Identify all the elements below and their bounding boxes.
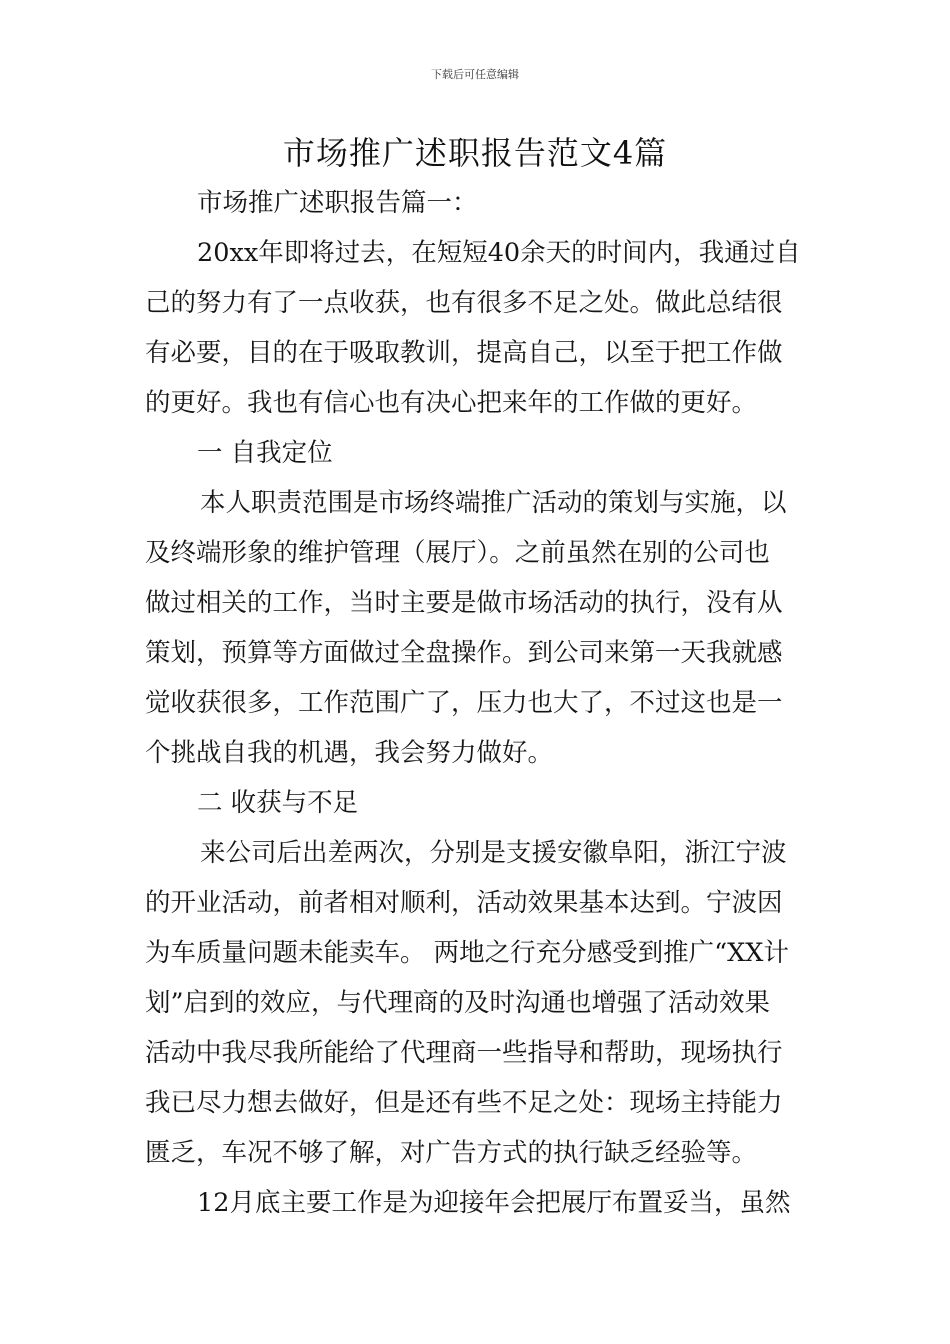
- paragraph-line: 个挑战自我的机遇，我会努力做好。: [145, 738, 554, 768]
- paragraph-line: 的开业活动，前者相对顺利，活动效果基本达到。宁波因: [145, 888, 783, 918]
- document-title: 市场推广述职报告范文4篇: [282, 134, 668, 172]
- paragraph-line: 及终端形象的维护管理（展厅）。之前虽然在别的公司也: [145, 538, 770, 568]
- paragraph-line: 匮乏，车况不够了解，对广告方式的执行缺乏经验等。: [145, 1138, 758, 1168]
- paragraph-line: 来公司后出差两次，分别是支援安徽阜阳，浙江宁波: [200, 838, 787, 868]
- paragraph-line: 做过相关的工作，当时主要是做市场活动的执行，没有从: [145, 588, 783, 618]
- paragraph-line: 12月底主要工作是为迎接年会把展厅布置妥当，虽然: [197, 1188, 791, 1218]
- paragraph-line: 我已尽力想去做好，但是还有些不足之处：现场主持能力: [145, 1088, 783, 1118]
- paragraph-line: 觉收获很多，工作范围广了，压力也大了，不过这也是一: [145, 688, 783, 718]
- header-note: 下载后可任意编辑: [431, 68, 519, 81]
- paragraph-line: 策划，预算等方面做过全盘操作。到公司来第一天我就感: [145, 638, 783, 668]
- paragraph-line: 本人职责范围是市场终端推广活动的策划与实施，以: [200, 488, 787, 518]
- document-body: [145, 178, 810, 1228]
- paragraph-line: 为车质量问题未能卖车。 两地之行充分感受到推广“XX计: [145, 938, 789, 968]
- section-heading: 市场推广述职报告篇一：: [197, 188, 478, 218]
- section-heading: 一 自我定位: [197, 438, 333, 468]
- paragraph-line: 20xx年即将过去，在短短40余天的时间内，我通过自: [197, 238, 801, 268]
- paragraph-line: 己的努力有了一点收获，也有很多不足之处。做此总结很: [145, 288, 783, 318]
- section-heading: 二 收获与不足: [197, 788, 359, 818]
- paragraph-line: 有必要，目的在于吸取教训，提高自己，以至于把工作做: [145, 338, 783, 368]
- paragraph-line: 活动中我尽我所能给了代理商一些指导和帮助，现场执行: [145, 1038, 783, 1068]
- paragraph-line: 的更好。我也有信心也有决心把来年的工作做的更好。: [145, 388, 758, 418]
- paragraph-line: 划”启到的效应，与代理商的及时沟通也增强了活动效果: [145, 988, 771, 1018]
